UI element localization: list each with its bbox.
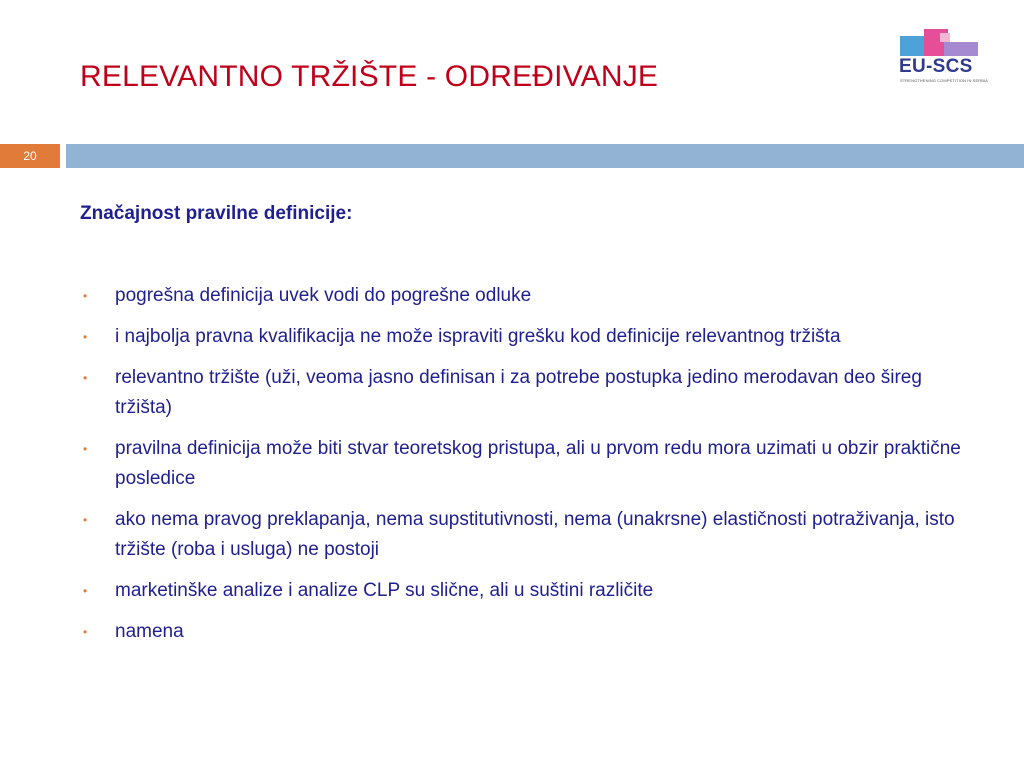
bullet-list [80, 281, 980, 658]
bullet-marker: • [83, 442, 88, 456]
list-item [80, 505, 980, 565]
list-item-text: pogrešna definicija uvek vodi do pogrešne odluke [115, 285, 532, 306]
list-item-text: namena [115, 621, 184, 642]
header-rule-bar [66, 144, 1024, 168]
list-item [80, 576, 980, 606]
list-item [80, 617, 980, 647]
logo-tagline: STRENGTHENING COMPETITION IN SERBIA [900, 78, 988, 83]
list-item-text: i najbolja pravna kvalifikacija ne može ispraviti grešku kod definicije relevantnog tržišta [115, 326, 841, 347]
slide-number: 20 [0, 144, 60, 168]
eu-scs-logo [896, 26, 986, 86]
slide-title: RELEVANTNO TRŽIŠTE - ODREĐIVANJE [80, 60, 659, 93]
bullet-marker: • [83, 625, 88, 639]
list-item [80, 363, 980, 423]
bullet-marker: • [83, 289, 88, 303]
bullet-marker: • [83, 584, 88, 598]
list-item-text: marketinške analize i analize CLP su slične, ali u suštini različite [115, 580, 654, 601]
bullet-marker: • [83, 513, 88, 527]
logo-block-lightpink [940, 33, 950, 42]
bullet-marker: • [83, 330, 88, 344]
list-item [80, 434, 980, 494]
bullet-marker: • [83, 371, 88, 385]
list-item [80, 281, 980, 311]
list-item [80, 322, 980, 352]
list-item-text: pravilna definicija može biti stvar teoretskog pristupa, ali u prvom redu mora uzimati u obzir praktične posledice [115, 438, 961, 489]
list-item-text: ako nema pravog preklapanja, nema supstitutivnosti, nema (unakrsne) elastičnosti potraživanja, isto tržište (roba i usluga) ne postoji [115, 509, 955, 560]
content-heading: Značajnost pravilne definicije: [80, 203, 353, 224]
list-item-text: relevantno tržište (uži, veoma jasno definisan i za potrebe postupka jedino merodavan deo šireg tržišta) [115, 367, 922, 418]
logo-block-purple [944, 42, 978, 56]
logo-text: EU-SCS [899, 56, 973, 77]
